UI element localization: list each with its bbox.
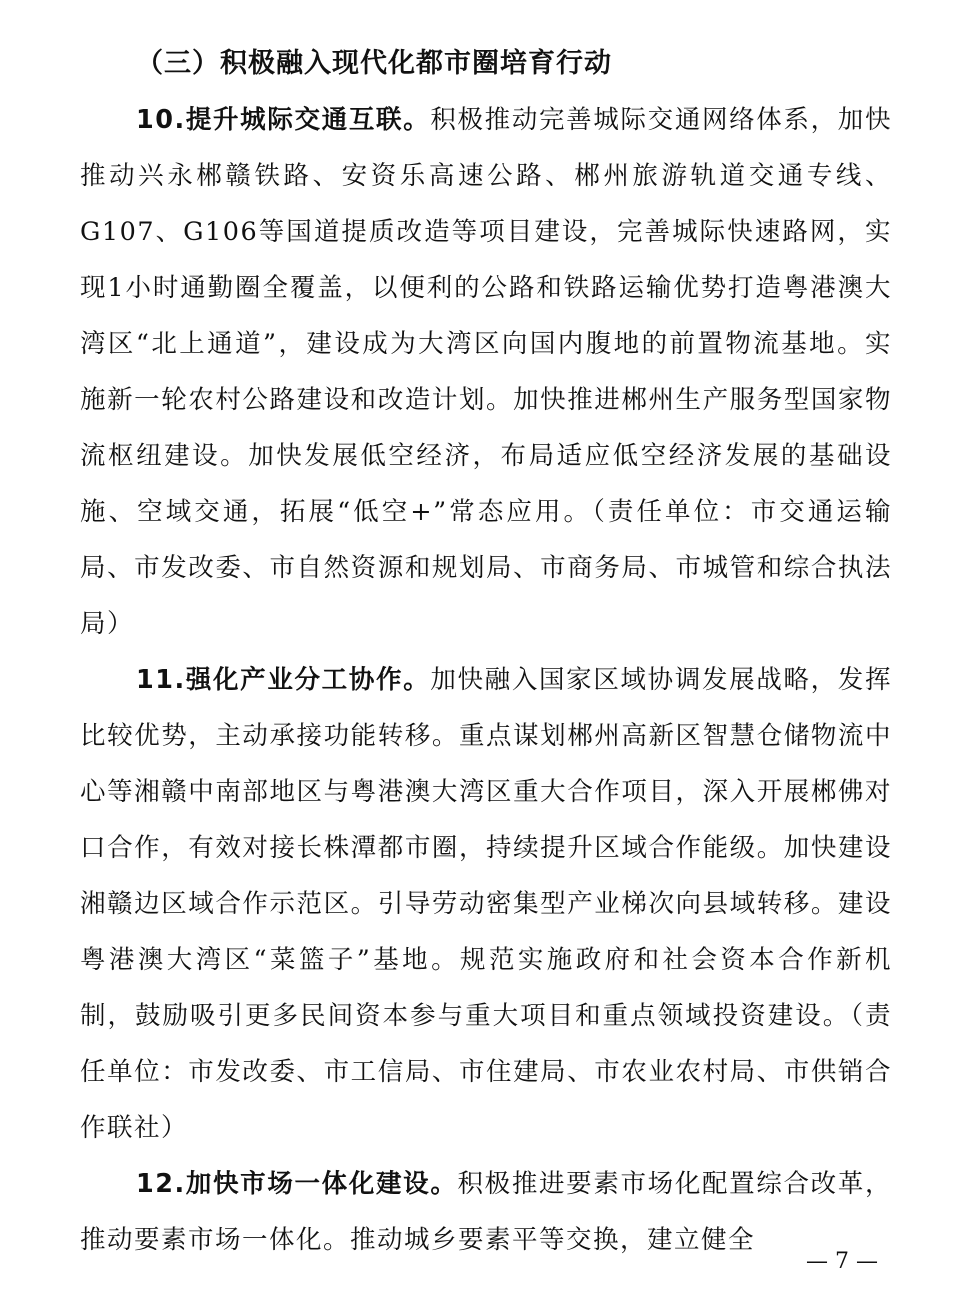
paragraph-body-10: 积极推动完善城际交通网络体系，加快推动兴永郴赣铁路、安资乐高速公路、郴州旅游轨道交通专线、G107、G106等国道提质改造等项目建设，完善城际快速路网，实现1小时通勤圈全覆盖，以便利的公路和铁路运输优势打造粤港澳大湾区“北上通道”，建设成为大湾区向国内腹地的前置物流基地。实施新一轮农村公路建设和改造计划。加快推进郴州生产服务型国家物流枢纽建设。加快发展低空经济，布局适应低空经济发展的基础设施、空域交通，拓展“低空+”常态应用。（责任单位：市交通运输局、市发改委、市自然资源和规划局、市商务局、市城管和综合执法局）: [80, 105, 892, 639]
paragraph-lead-11: 11.强化产业分工协作。: [136, 665, 431, 695]
paragraph-11: [80, 652, 892, 1156]
paragraph-body-11: 加快融入国家区域协调发展战略，发挥比较优势，主动承接功能转移。重点谋划郴州高新区智慧仓储物流中心等湘赣中南部地区与粤港澳大湾区重大合作项目，深入开展郴佛对口合作，有效对接长株潭都市圈，持续提升区域合作能级。加快建设湘赣边区域合作示范区。引导劳动密集型产业梯次向县域转移。建设粤港澳大湾区“菜篮子”基地。规范实施政府和社会资本合作新机制，鼓励吸引更多民间资本参与重大项目和重点领域投资建设。（责任单位：市发改委、市工信局、市住建局、市农业农村局、市供销合作联社）: [80, 665, 892, 1143]
paragraph-12: [80, 1156, 892, 1268]
paragraph-lead-12: 12.加快市场一体化建设。: [136, 1169, 458, 1199]
paragraph-body-12: 积极推进要素市场化配置综合改革，推动要素市场一体化。推动城乡要素平等交换，建立健全: [80, 1169, 892, 1255]
paragraph-lead-10: 10.提升城际交通互联。: [136, 105, 431, 135]
section-heading: （三）积极融入现代化都市圈培育行动: [136, 48, 612, 79]
page-number: — 7 —: [806, 1249, 878, 1274]
paragraph-10: [80, 92, 892, 652]
document-page: [80, 36, 892, 1268]
